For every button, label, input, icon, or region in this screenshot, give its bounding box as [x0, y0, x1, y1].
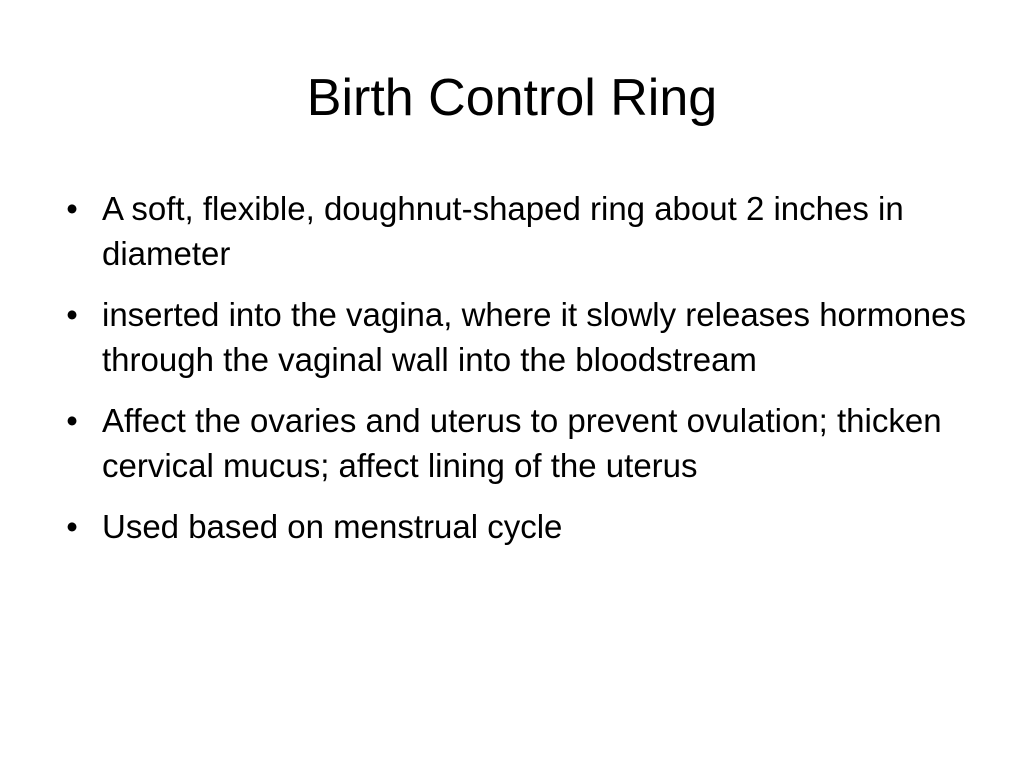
bullet-marker: •	[66, 402, 78, 439]
bullet-marker: •	[66, 190, 78, 227]
bullet-item	[58, 504, 978, 549]
bullet-item	[58, 186, 978, 276]
bullet-item	[58, 398, 978, 488]
bullet-list	[58, 186, 978, 565]
bullet-text: inserted into the vagina, where it slowly releases hormones through the vaginal wall into the bloodstream	[102, 296, 966, 378]
bullet-item	[58, 292, 978, 382]
bullet-text: A soft, flexible, doughnut-shaped ring about 2 inches in diameter	[102, 190, 904, 272]
slide-title: Birth Control Ring	[306, 69, 718, 127]
bullet-text: Used based on menstrual cycle	[102, 508, 563, 545]
bullet-text: Affect the ovaries and uterus to prevent ovulation; thicken cervical mucus; affect lining of the uterus	[102, 402, 942, 484]
bullet-marker: •	[66, 508, 78, 545]
bullet-marker: •	[66, 296, 78, 333]
